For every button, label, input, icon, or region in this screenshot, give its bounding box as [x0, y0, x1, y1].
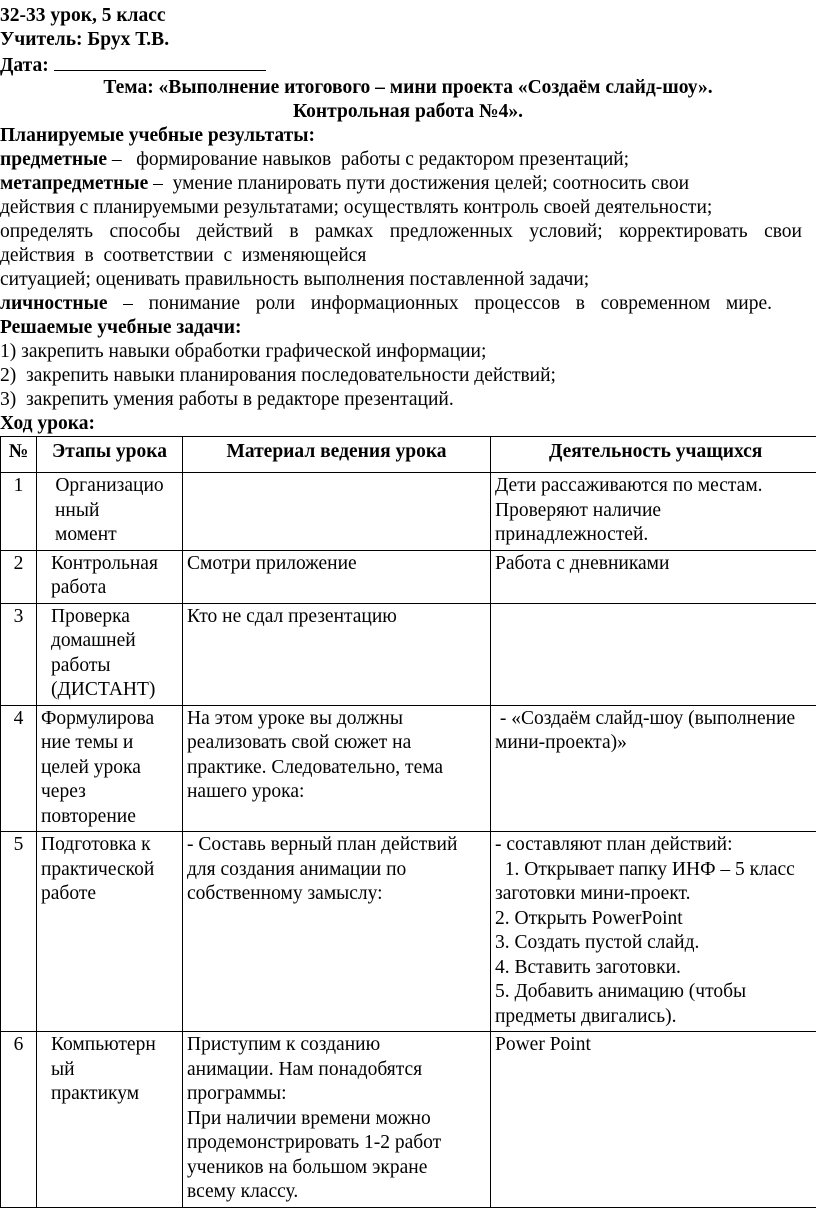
personal-word: мире.	[726, 292, 772, 316]
date-line	[0, 52, 266, 78]
stage-line: через	[41, 780, 178, 805]
lesson-number: 32-33 урок, 5 класс	[0, 4, 166, 28]
header-material: Материал ведения урока	[183, 437, 491, 473]
activity-line: - «Создаём слайд-шоу (выполнение	[495, 707, 816, 732]
row-activity	[491, 705, 816, 832]
row-material	[183, 832, 491, 1032]
meta-word: предложенных	[390, 220, 513, 244]
meta-word: корректировать	[619, 220, 748, 244]
stage-line: нный	[41, 499, 178, 524]
row-material	[183, 603, 491, 705]
stage-line: Проверка	[51, 605, 178, 630]
subject-label: предметные	[0, 149, 107, 170]
stage-line: Компьютерн	[51, 1033, 178, 1058]
stage-line: Организацио	[41, 474, 178, 499]
meta-line-5: ситуацией; оценивать правильность выполнения поставленной задачи;	[0, 268, 589, 292]
row-stage	[37, 473, 183, 551]
meta-line-3	[0, 220, 802, 244]
material-line: всему классу.	[187, 1180, 486, 1205]
activity-line: 4. Вставить заготовки.	[495, 956, 816, 981]
row-material	[183, 550, 491, 603]
row-number: 3	[1, 603, 37, 705]
material-line: для создания анимации по	[187, 858, 486, 883]
personal-label: личностные	[0, 292, 108, 316]
topic-line-1: Тема: «Выполнение итогового – мини проекта «Создаём слайд-шоу».	[0, 76, 816, 100]
material-line: реализовать свой сюжет на	[187, 731, 486, 756]
material-line: Приступим к созданию	[187, 1033, 486, 1058]
meta-word: свои	[764, 220, 802, 244]
header-stages: Этапы урока	[37, 437, 183, 473]
activity-line: 3. Создать пустой слайд.	[495, 931, 816, 956]
activity-line: 5. Добавить анимацию (чтобы	[495, 980, 816, 1005]
stage-line: Подготовка к	[41, 833, 178, 858]
row-number: 5	[1, 832, 37, 1032]
row-number: 2	[1, 550, 37, 603]
row-activity	[491, 603, 816, 705]
row-activity	[491, 550, 816, 603]
activity-line: Дети рассаживаются по местам.	[495, 474, 816, 499]
lesson-plan-table	[0, 436, 816, 1208]
material-line: Смотри приложение	[187, 552, 486, 577]
stage-line: практической	[41, 858, 178, 883]
row-activity	[491, 1032, 816, 1208]
stage-line: домашней	[51, 629, 178, 654]
row-stage	[37, 603, 183, 705]
activity-line: Работа с дневниками	[495, 552, 816, 577]
personal-word: процессов	[474, 292, 560, 316]
stage-line: практикум	[51, 1082, 178, 1107]
activity-line: заготовки мини-проект.	[495, 882, 816, 907]
row-number: 4	[1, 705, 37, 832]
material-line: - Составь верный план действий	[187, 833, 486, 858]
material-line: программы:	[187, 1082, 486, 1107]
meta-line-4: действия в соответствии с изменяющейся	[0, 244, 366, 268]
activity-line: 2. Открыть PowerPoint	[495, 907, 816, 932]
meta-word: в	[289, 220, 298, 244]
table-header-row	[1, 437, 816, 473]
course-heading: Ход урока:	[0, 412, 95, 436]
personal-results	[0, 292, 772, 316]
table-row	[1, 550, 816, 603]
row-activity	[491, 473, 816, 551]
table-row	[1, 603, 816, 705]
teacher-name: Учитель: Брух Т.В.	[0, 28, 169, 52]
material-line: нашего урока:	[187, 780, 486, 805]
row-stage	[37, 550, 183, 603]
stage-line: работе	[41, 882, 178, 907]
meta-word: способы	[109, 220, 180, 244]
row-material	[183, 473, 491, 551]
task-item-1: 1) закрепить навыки обработки графической информации;	[0, 340, 486, 364]
table-row	[1, 1032, 816, 1208]
meta-text: – умение планировать пути достижения целей; соотносить свои	[148, 173, 689, 194]
material-line: продемонстрировать 1-2 работ	[187, 1131, 486, 1156]
meta-results	[0, 172, 689, 196]
stage-line: (ДИСТАНТ)	[51, 678, 178, 703]
row-stage	[37, 1032, 183, 1208]
table-row	[1, 705, 816, 832]
tasks-heading: Решаемые учебные задачи:	[0, 316, 242, 340]
personal-word: –	[123, 292, 133, 316]
task-item-3: 3) закрепить умения работы в редакторе презентаций.	[0, 388, 454, 412]
material-line: учеников на большом экране	[187, 1156, 486, 1181]
row-stage	[37, 832, 183, 1032]
date-blank	[54, 52, 266, 71]
header-number: №	[1, 437, 37, 473]
stage-line: ый	[51, 1058, 178, 1083]
row-activity	[491, 832, 816, 1032]
row-number: 1	[1, 473, 37, 551]
personal-word: понимание	[149, 292, 240, 316]
row-stage	[37, 705, 183, 832]
meta-line-2: действия с планируемыми результатами; осуществлять контроль своей деятельности;	[0, 196, 712, 220]
activity-line: предметы двигались).	[495, 1005, 816, 1030]
activity-line: 1. Открывает папку ИНФ – 5 класс	[495, 858, 816, 883]
results-heading: Планируемые учебные результаты:	[0, 124, 315, 148]
row-number: 6	[1, 1032, 37, 1208]
subject-results	[0, 148, 629, 172]
table-row	[1, 473, 816, 551]
material-line: собственному замыслу:	[187, 882, 486, 907]
topic-line-2: Контрольная работа №4».	[0, 100, 816, 124]
material-line: анимации. Нам понадобятся	[187, 1058, 486, 1083]
activity-line: Проверяют наличие	[495, 499, 816, 524]
personal-word: в	[576, 292, 585, 316]
material-line: Кто не сдал презентацию	[187, 605, 486, 630]
personal-word: роли	[256, 292, 295, 316]
row-material	[183, 1032, 491, 1208]
stage-line: момент	[41, 523, 178, 548]
row-material	[183, 705, 491, 832]
activity-line: Power Point	[495, 1033, 816, 1058]
task-item-2: 2) закрепить навыки планирования последовательности действий;	[0, 364, 556, 388]
stage-line: Формулирова	[41, 707, 178, 732]
stage-line: целей урока	[41, 756, 178, 781]
meta-word: действий	[197, 220, 273, 244]
activity-line: мини-проекта)»	[495, 731, 816, 756]
activity-line: принадлежностей.	[495, 523, 816, 548]
stage-line: работы	[51, 654, 178, 679]
stage-line: Контрольная	[51, 552, 178, 577]
subject-text: – формирование навыков работы с редактором презентаций;	[107, 149, 629, 170]
meta-word: определять	[0, 220, 93, 244]
meta-word: условий;	[529, 220, 602, 244]
meta-label: метапредметные	[0, 173, 148, 194]
meta-word: рамках	[315, 220, 373, 244]
material-line: На этом уроке вы должны	[187, 707, 486, 732]
material-line: практике. Следовательно, тема	[187, 756, 486, 781]
activity-line: - составляют план действий:	[495, 833, 816, 858]
personal-word: информационных	[311, 292, 459, 316]
stage-line: работа	[51, 576, 178, 601]
header-activity: Деятельность учащихся	[491, 437, 816, 473]
date-label: Дата:	[0, 55, 49, 76]
table-row	[1, 832, 816, 1032]
stage-line: повторение	[41, 805, 178, 830]
material-line: При наличии времени можно	[187, 1107, 486, 1132]
personal-word: современном	[601, 292, 711, 316]
stage-line: ние темы и	[41, 731, 178, 756]
